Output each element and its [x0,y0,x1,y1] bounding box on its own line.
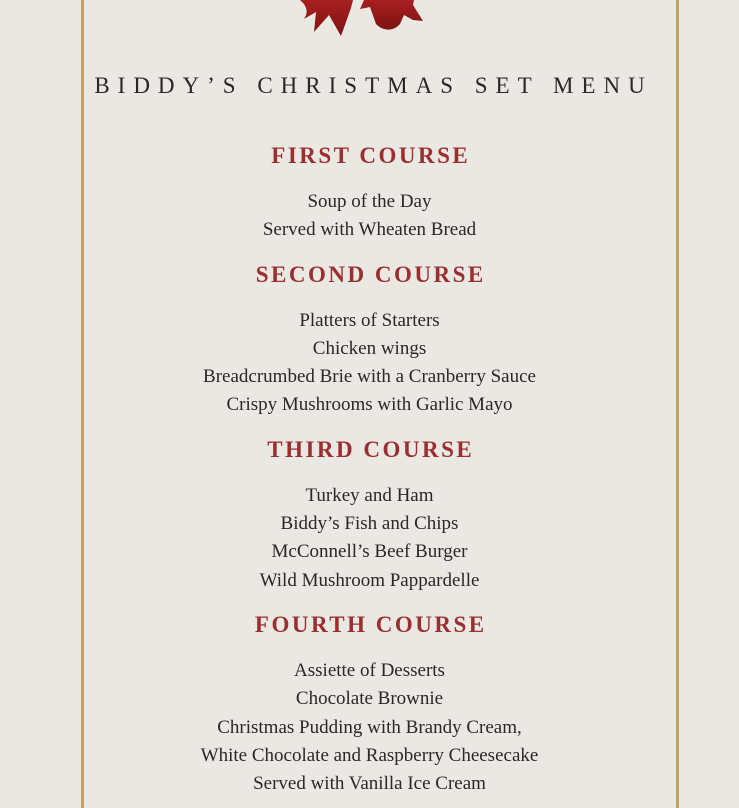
menu-item: Served with Wheaten Bread [262,219,477,241]
menu-item: Assiette of Desserts [294,659,445,681]
menu-item: Christmas Pudding with Brandy Cream, [217,716,522,738]
menu-item: White Chocolate and Raspberry Cheesecake [200,744,539,766]
menu-item: Crispy Mushrooms with Garlic Mayo [226,394,513,416]
menu-item: Served with Vanilla Ice Cream [253,773,486,795]
menu-item: Chicken wings [312,337,427,359]
menu-section-fourth-course [0,609,739,798]
menu-item: Biddy’s Fish and Chips [280,513,459,535]
course-heading: THIRD COURSE [267,436,475,462]
menu-section-first-course [0,140,739,245]
menu-item: Wild Mushroom Pappardelle [259,569,480,591]
menu-title: BIDDY’S CHRISTMAS SET MENU [94,73,653,98]
menu-item: Chocolate Brownie [295,688,444,710]
menu-item: McConnell’s Beef Burger [271,541,468,563]
menu-item: Platters of Starters [299,309,440,331]
menu-item: Breadcrumbed Brie with a Cranberry Sauce [203,366,536,388]
menu-section-third-course [0,434,739,595]
course-heading: FOURTH COURSE [254,611,487,637]
menu-item: Soup of the Day [307,191,432,212]
course-heading: FIRST COURSE [271,143,471,168]
course-heading: SECOND COURSE [255,261,486,287]
menu-section-second-course [0,259,739,420]
menu-item: Turkey and Ham [305,484,434,506]
